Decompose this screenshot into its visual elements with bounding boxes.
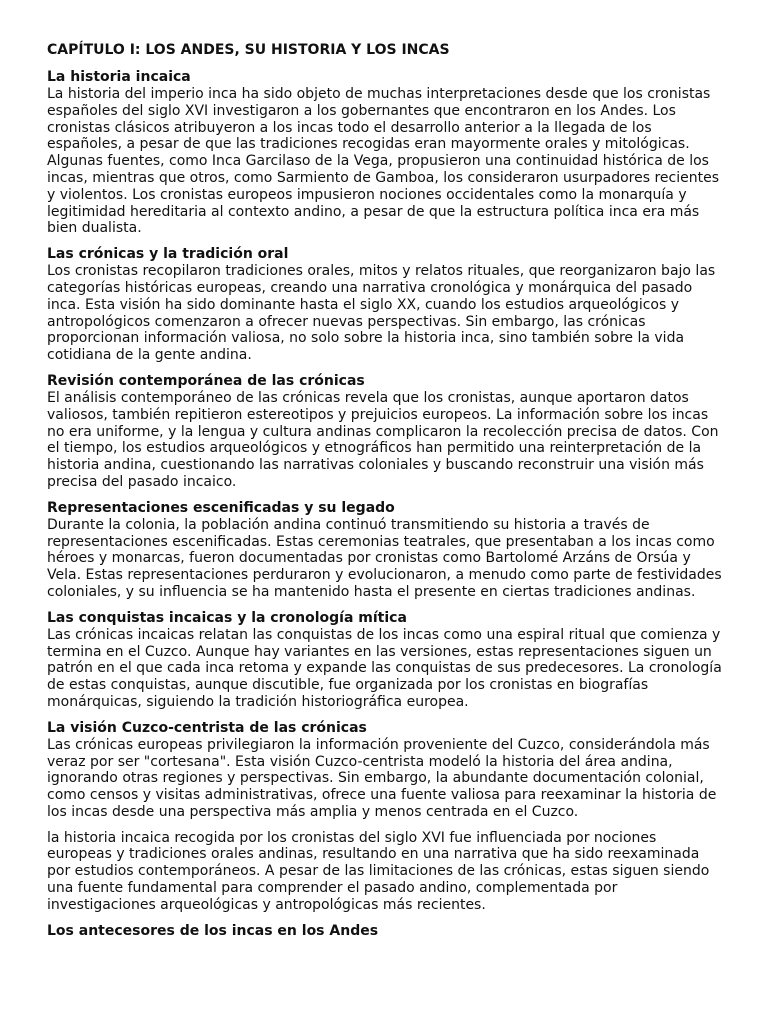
section-vision-cuzco-centrista — [47, 720, 722, 821]
section-revision-contemporanea — [47, 373, 722, 491]
section-heading: Las crónicas y la tradición oral — [47, 246, 289, 263]
section-heading: La visión Cuzco-centrista de las crónicas — [47, 719, 367, 736]
section-heading: Revisión contemporánea de las crónicas — [47, 372, 365, 389]
section-heading: Representaciones escenificadas y su legado — [47, 499, 395, 516]
section-paragraph: Las crónicas europeas privilegiaron la información proveniente del Cuzco, considerándola más veraz por ser "cortesana". Esta visión Cuzco-centrista modeló la historia del área andina, ignorando otras regiones y perspectivas. Sin embargo, la abundante documentación colonial, como censos y visitas administrativas, ofrece una fuente valiosa para reexaminar la historia de los incas desde una perspectiva más amplia y menos centrada en el Cuzco. — [47, 736, 717, 820]
chapter-title: CAPÍTULO I: LOS ANDES, SU HISTORIA Y LOS INCAS — [47, 42, 450, 58]
section-heading: Las conquistas incaicas y la cronología mítica — [47, 609, 407, 626]
section-historia-incaica — [47, 69, 722, 237]
final-section-heading: Los antecesores de los incas en los Andes — [47, 922, 379, 939]
closing-paragraph: la historia incaica recogida por los cronistas del siglo XVI fue influenciada por nociones europeas y tradiciones orales andinas, resultando en una narrativa que ha sido reexaminada por estudios contemporáneos. A pesar de las limitaciones de las crónicas, estas siguen siendo una fuente fundamental para comprender el pasado andino, complementada por investigaciones arqueológicas y antropológicas más recientes. — [47, 829, 710, 913]
section-paragraph: La historia del imperio inca ha sido objeto de muchas interpretaciones desde que los cronistas españoles del siglo XVI investigaron a los gobernantes que encontraron en los Andes. Los cronistas clásicos atribuyeron a los incas todo el desarrollo anterior a la llegada de los españoles, a pesar de que las tradiciones recogidas eran mayormente orales y mitológicas. Algunas fuentes, como Inca Garcilaso de la Vega, propusieron una continuidad histórica de los incas, mientras que otros, como Sarmiento de Gamboa, los consideraron usurpadores recientes y violentos. Los cronistas europeos impusieron nociones occidentales como la monarquía y legitimidad hereditaria al contexto andino, a pesar de que la estructura política inca era más bien dualista. — [47, 86, 719, 237]
section-paragraph: Durante la colonia, la población andina continuó transmitiendo su historia a través de representaciones escenificadas. Estas ceremonias teatrales, que presentaban a los incas como héroes y monarcas, fueron documentadas por cronistas como Bartolomé Arzáns de Orsúa y Vela. Estas representaciones perduraron y evolucionaron, a menudo como parte de festividades coloniales, y su influencia se ha mantenido hasta el presente en ciertas tradiciones andinas. — [47, 516, 722, 600]
section-paragraph: Las crónicas incaicas relatan las conquistas de los incas como una espiral ritual que comienza y termina en el Cuzco. Aunque hay variantes en las versiones, estas representaciones siguen un patrón en el que cada inca retoma y expande las conquistas de sus predecesores. La cronología de estas conquistas, aunque discutible, fue organizada por los cronistas en biografías monárquicas, siguiendo la tradición historiográfica europea. — [47, 626, 722, 710]
section-conquistas-incaicas — [47, 610, 722, 711]
section-cronicas-tradicion-oral — [47, 246, 722, 364]
section-paragraph: Los cronistas recopilaron tradiciones orales, mitos y relatos rituales, que reorganizaron bajo las categorías históricas europeas, creando una narrativa cronológica y monárquica del pasado inca. Esta visión ha sido dominante hasta el siglo XX, cuando los estudios arqueológicos y antropológicos comenzaron a ofrecer nuevas perspectivas. Sin embargo, las crónicas proporcionan información valiosa, no solo sobre la historia inca, sino también sobre la vida cotidiana de la gente andina. — [47, 263, 716, 364]
section-heading: La historia incaica — [47, 69, 191, 85]
section-paragraph: El análisis contemporáneo de las crónicas revela que los cronistas, aunque aportaron datos valiosos, también repitieron estereotipos y prejuicios europeos. La información sobre los incas no era uniforme, y la lengua y cultura andinas complicaron la recolección precisa de datos. Con el tiempo, los estudios arqueológicos y etnográficos han permitido una reinterpretación de la historia andina, cuestionando las narrativas coloniales y buscando reconstruir una visión más precisa del pasado incaico. — [47, 389, 719, 490]
section-representaciones-escenificadas — [47, 500, 722, 601]
